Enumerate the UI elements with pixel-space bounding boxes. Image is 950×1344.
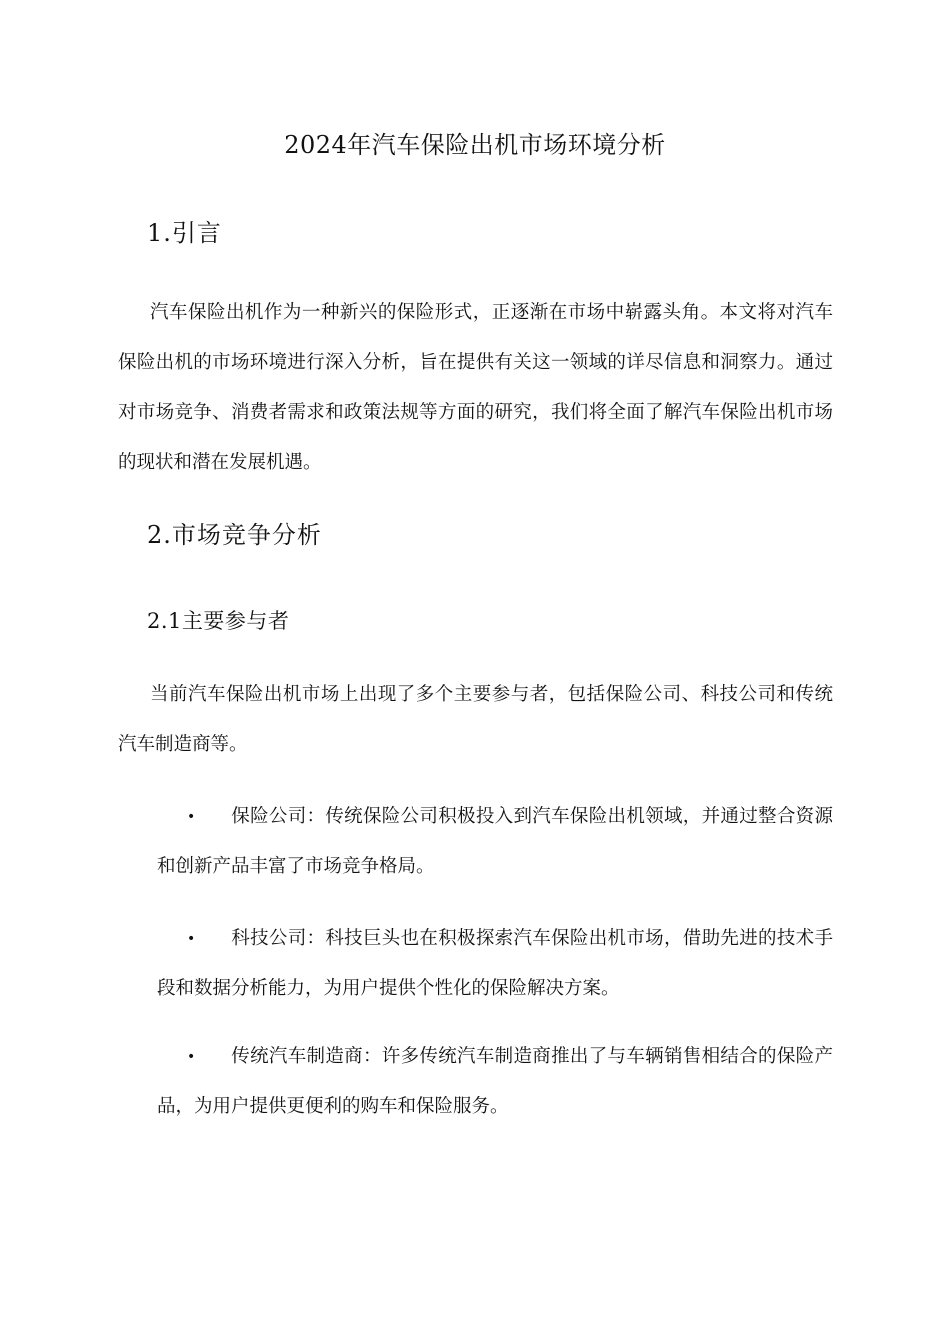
bullet-item-car-manufacturers [157, 1032, 833, 1132]
bullet-text: 科技公司：科技巨头也在积极探索汽车保险出机市场，借助先进的技术手段和数据分析能力，为用户提供个性化的保险解决方案。 [157, 928, 833, 999]
bullet-text: 传统汽车制造商：许多传统汽车制造商推出了与车辆销售相结合的保险产品，为用户提供更便利的购车和保险服务。 [157, 1046, 833, 1117]
participants-paragraph: 当前汽车保险出机市场上出现了多个主要参与者，包括保险公司、科技公司和传统汽车制造商等。 [118, 684, 833, 755]
introduction-paragraph: 汽车保险出机作为一种新兴的保险形式，正逐渐在市场中崭露头角。本文将对汽车保险出机的市场环境进行深入分析，旨在提供有关这一领域的详尽信息和洞察力。通过对市场竞争、消费者需求和政策法规等方面的研究，我们将全面了解汽车保险出机市场的现状和潜在发展机遇。 [118, 302, 833, 473]
subsection-heading-main-participants: 2.1主要参与者 [147, 609, 290, 633]
bullet-item-tech-companies [157, 914, 833, 1014]
section-heading-introduction: 1.引言 [147, 219, 222, 247]
bullet-text: 保险公司：传统保险公司积极投入到汽车保险出机领域，并通过整合资源和创新产品丰富了市场竞争格局。 [157, 806, 833, 877]
bullet-item-insurance-companies [157, 792, 833, 892]
bullet-marker: • [187, 931, 196, 947]
bullet-marker: • [187, 1049, 196, 1065]
document-title: 2024年汽车保险出机市场环境分析 [284, 131, 666, 159]
section-heading-market-competition: 2.市场竞争分析 [147, 521, 322, 549]
bullet-marker: • [187, 809, 196, 825]
